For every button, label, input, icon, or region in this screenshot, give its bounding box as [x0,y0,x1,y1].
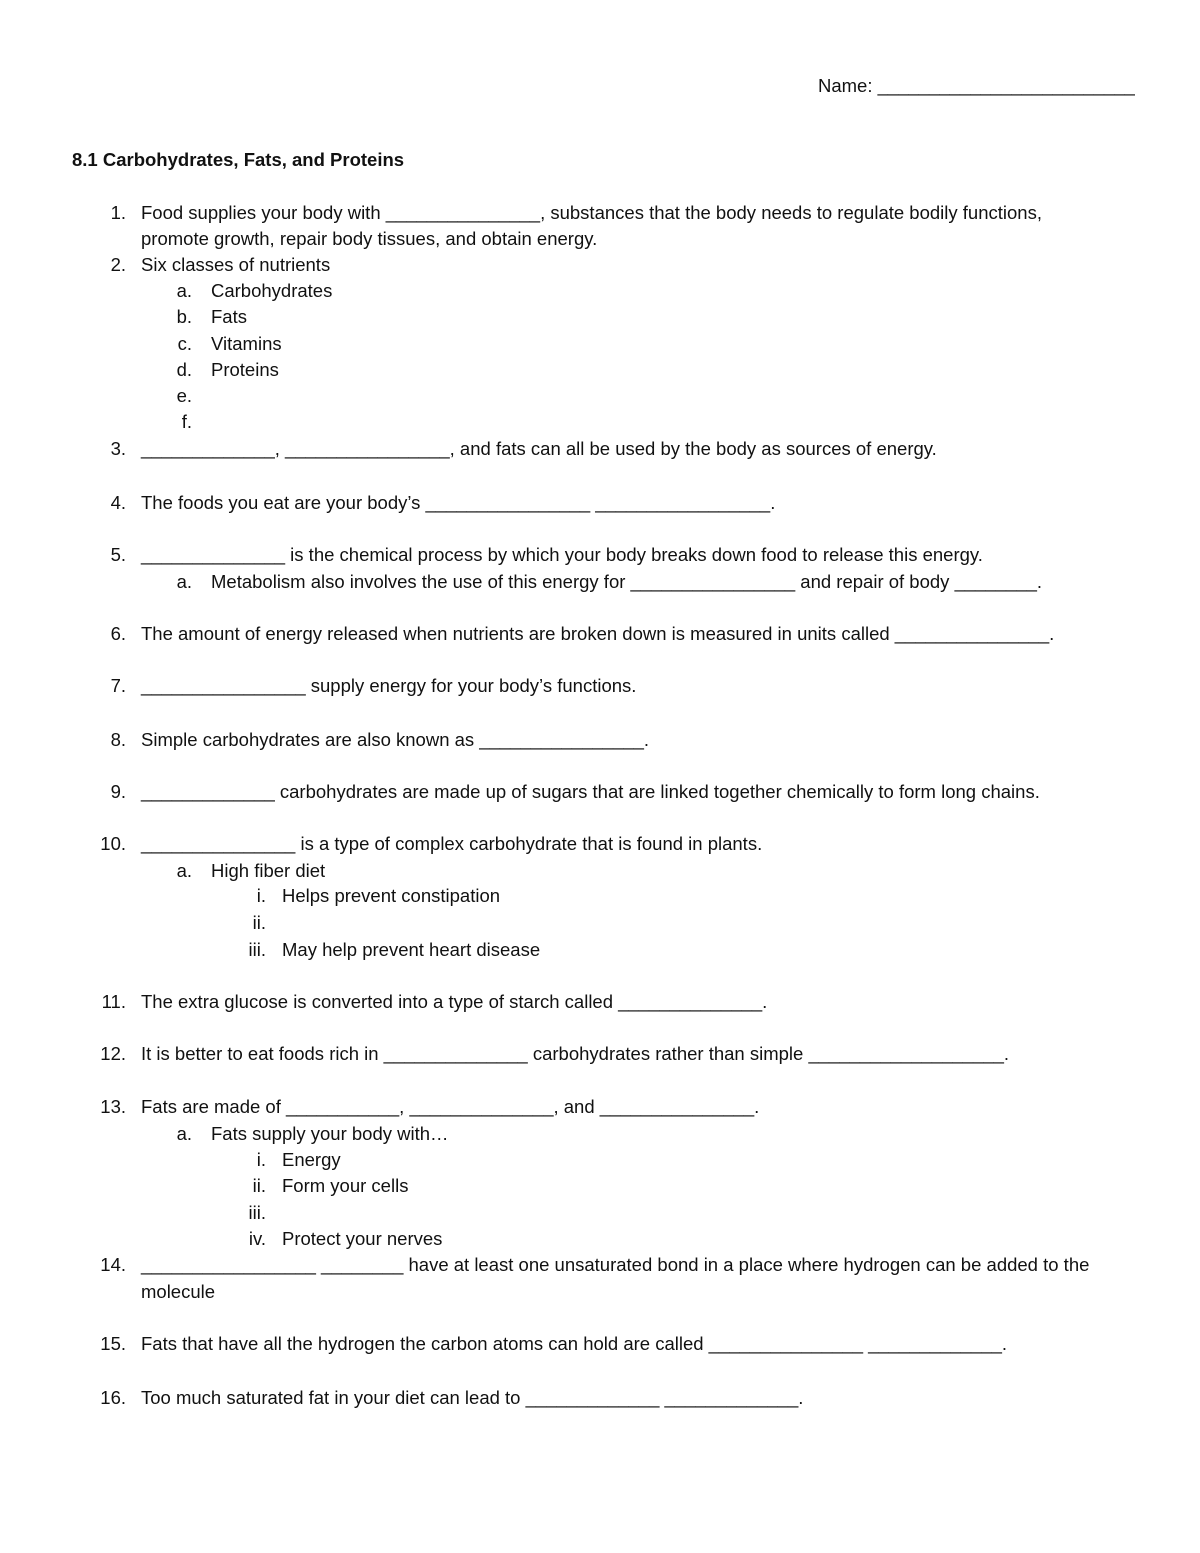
question-number: 12. [100,1043,126,1064]
sub-item-marker: a. [176,860,192,881]
roman-item-text: Form your cells [282,1175,409,1196]
roman-item-text: Energy [282,1149,341,1170]
sub-item-text: Fats supply your body with… [211,1123,449,1144]
roman-item-marker: ii. [252,1175,266,1196]
question-text: ______________ is the chemical process by which your body breaks down food to release this energy. [141,544,983,565]
question-text: The extra glucose is converted into a type of starch called ______________. [141,991,768,1012]
question-number: 15. [100,1333,126,1354]
question-number: 14. [100,1254,126,1275]
roman-item-marker: i. [256,1149,266,1170]
name-field-label: Name: _________________________ [818,75,1135,96]
roman-item-text: May help prevent heart disease [282,939,541,960]
sub-item-marker: d. [176,359,192,380]
sub-item-text: Carbohydrates [211,280,333,301]
question-text: Six classes of nutrients [141,254,331,275]
sub-item-text: Fats [211,306,247,327]
question-text: _________________ ________ have at least one unsaturated bond in a place where hydrogen can be added to the [141,1254,1090,1275]
question-text: Too much saturated fat in your diet can lead to _____________ _____________. [141,1387,804,1408]
question-number: 13. [100,1096,126,1117]
question-number: 3. [110,438,126,459]
roman-item-text: Helps prevent constipation [282,885,501,906]
roman-item-marker: iii. [248,1202,266,1223]
question-text: molecule [141,1281,216,1302]
roman-item-marker: i. [256,885,266,906]
page-title: 8.1 Carbohydrates, Fats, and Proteins [72,149,405,170]
sub-item-marker: a. [176,571,192,592]
sub-item-text: Metabolism also involves the use of this energy for ________________ and repair of body ________. [211,571,1043,592]
question-number: 16. [100,1387,126,1408]
question-text: The amount of energy released when nutrients are broken down is measured in units called _______________. [141,623,1055,644]
question-text: Fats that have all the hydrogen the carbon atoms can hold are called _______________ _____________. [141,1333,1008,1354]
question-number: 11. [101,991,126,1012]
question-number: 9. [110,781,126,802]
question-text: _______________ is a type of complex carbohydrate that is found in plants. [141,833,763,854]
question-number: 8. [110,729,126,750]
sub-item-marker: e. [176,385,192,406]
question-text: _____________ carbohydrates are made up of sugars that are linked together chemically to form long chains. [141,781,1040,802]
sub-item-marker: a. [176,280,192,301]
sub-item-text: Vitamins [211,333,282,354]
question-number: 10. [100,833,126,854]
roman-item-marker: ii. [252,912,266,933]
sub-item-text: Proteins [211,359,279,380]
question-text: Fats are made of ___________, ______________, and _______________. [141,1096,760,1117]
roman-item-marker: iii. [248,939,266,960]
question-text: Food supplies your body with _______________, substances that the body needs to regulate bodily functions, [141,202,1042,223]
question-number: 5. [110,544,126,565]
question-text: It is better to eat foods rich in ______________ carbohydrates rather than simple ___________________. [141,1043,1010,1064]
question-number: 6. [110,623,126,644]
question-text: promote growth, repair body tissues, and obtain energy. [141,228,598,249]
roman-item-marker: iv. [248,1228,266,1249]
question-number: 1. [110,202,126,223]
question-text: ________________ supply energy for your body’s functions. [141,675,637,696]
question-number: 4. [110,492,126,513]
sub-item-marker: c. [177,333,192,354]
question-text: _____________, ________________, and fats can all be used by the body as sources of energy. [141,438,937,459]
sub-item-marker: a. [176,1123,192,1144]
sub-item-marker: f. [181,411,192,432]
sub-item-marker: b. [176,306,192,327]
roman-item-text: Protect your nerves [282,1228,443,1249]
question-text: Simple carbohydrates are also known as ________________. [141,729,650,750]
question-number: 7. [110,675,126,696]
question-number: 2. [110,254,126,275]
sub-item-text: High fiber diet [211,860,326,881]
question-text: The foods you eat are your body’s ________________ _________________. [141,492,776,513]
